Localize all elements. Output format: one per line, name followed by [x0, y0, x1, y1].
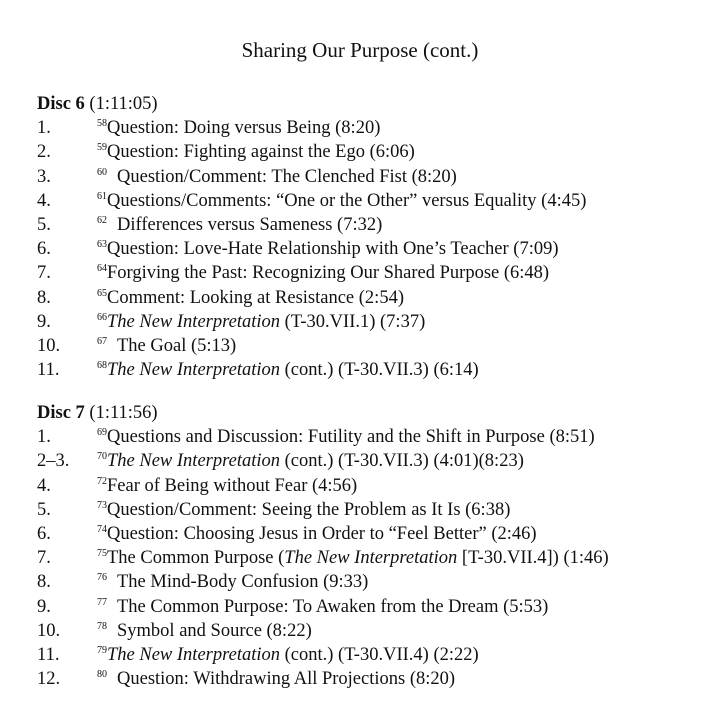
track-title — [97, 189, 586, 213]
track-title — [97, 449, 524, 473]
track-row — [37, 425, 717, 449]
track-row — [37, 667, 717, 691]
track-index: 64 — [97, 263, 107, 275]
track-number: 10. — [37, 336, 61, 357]
track-index: 63 — [97, 239, 107, 251]
track-number: 1. — [37, 118, 51, 139]
track-number: 3. — [37, 166, 51, 187]
track-row — [37, 140, 717, 164]
track-row — [37, 619, 717, 643]
track-index: 66 — [97, 311, 107, 323]
disc-header — [37, 401, 717, 425]
track-index: 67 — [97, 336, 107, 348]
track-number: 10. — [37, 620, 61, 641]
track-title-text: Fear of Being without Fear (4:56) — [107, 475, 358, 496]
track-row — [37, 449, 717, 473]
track-title — [97, 213, 382, 237]
track-row — [37, 286, 717, 310]
track-number: 8. — [37, 572, 51, 593]
track-title-text: Question/Comment: The Clenched Fist (8:20) — [117, 166, 457, 187]
track-number: 4. — [37, 190, 51, 211]
track-title-italic: The New Interpretation — [107, 311, 280, 332]
track-row — [37, 643, 717, 667]
track-title-text: Forgiving the Past: Recognizing Our Shared Purpose (6:48) — [107, 263, 550, 284]
disc-label: Disc 7 — [37, 403, 85, 423]
track-index: 60 — [97, 166, 107, 178]
track-title — [97, 619, 312, 643]
track-title — [97, 286, 404, 310]
track-number: 2–3. — [37, 451, 70, 472]
track-index: 73 — [97, 499, 107, 511]
track-row — [37, 310, 717, 334]
track-index: 78 — [97, 620, 107, 632]
track-index: 58 — [97, 118, 107, 130]
track-title — [97, 358, 479, 382]
track-number: 7. — [37, 263, 51, 284]
track-row — [37, 498, 717, 522]
track-title-text: (cont.) (T-30.VII.3) (4:01)(8:23) — [280, 451, 524, 472]
track-title — [97, 261, 549, 285]
track-title — [97, 595, 548, 619]
track-title-italic: The New Interpretation — [107, 360, 280, 381]
track-title-text: Question: Love-Hate Relationship with One’s Teacher (7:09) — [107, 239, 559, 260]
track-title — [97, 237, 559, 261]
track-title — [97, 425, 595, 449]
track-title-text: Question: Doing versus Being (8:20) — [107, 118, 381, 139]
track-title — [97, 546, 609, 570]
track-number: 9. — [37, 311, 51, 332]
track-row — [37, 189, 717, 213]
track-index: 62 — [97, 215, 107, 227]
track-title-text: (T-30.VII.1) (7:37) — [280, 311, 426, 332]
track-row — [37, 522, 717, 546]
track-title — [97, 334, 236, 358]
track-title-text: (cont.) (T-30.VII.3) (6:14) — [280, 360, 479, 381]
track-number: 5. — [37, 215, 51, 236]
track-index: 70 — [97, 451, 107, 463]
track-number: 11. — [37, 360, 60, 381]
track-title-text: Questions/Comments: “One or the Other” versus Equality (4:45) — [107, 190, 587, 211]
track-row — [37, 595, 717, 619]
track-number: 1. — [37, 427, 51, 448]
track-title — [97, 498, 510, 522]
track-title-text: The Common Purpose: To Awaken from the Dream (5:53) — [117, 596, 549, 617]
track-index: 80 — [97, 669, 107, 681]
track-title — [97, 140, 415, 164]
track-title — [97, 643, 479, 667]
track-row — [37, 334, 717, 358]
track-title-text: Question/Comment: Seeing the Problem as It Is (6:38) — [107, 499, 511, 520]
disc-label: Disc 6 — [37, 94, 85, 114]
track-row — [37, 570, 717, 594]
track-title-text: [T-30.VII.4]) (1:46) — [457, 548, 609, 569]
track-number: 4. — [37, 475, 51, 496]
track-row — [37, 474, 717, 498]
track-row — [37, 358, 717, 382]
track-index: 75 — [97, 548, 107, 560]
track-number: 5. — [37, 499, 51, 520]
track-title-italic: The New Interpretation — [107, 645, 280, 666]
track-title — [97, 474, 357, 498]
track-index: 76 — [97, 572, 107, 584]
track-number: 6. — [37, 524, 51, 545]
track-number: 12. — [37, 669, 61, 690]
track-title-text: The Goal (5:13) — [117, 336, 237, 357]
track-index: 65 — [97, 287, 107, 299]
track-title-text: Differences versus Sameness (7:32) — [117, 215, 383, 236]
track-title — [97, 165, 457, 189]
track-number: 11. — [37, 645, 60, 666]
track-row — [37, 213, 717, 237]
track-index: 77 — [97, 596, 107, 608]
track-row — [37, 546, 717, 570]
track-index: 68 — [97, 360, 107, 372]
track-index: 79 — [97, 645, 107, 657]
track-row — [37, 261, 717, 285]
disc-header — [37, 92, 717, 116]
track-number: 2. — [37, 142, 51, 163]
track-row — [37, 165, 717, 189]
track-title-text: Question: Choosing Jesus in Order to “Feel Better” (2:46) — [107, 524, 537, 545]
track-list — [37, 116, 717, 382]
disc-6-section — [37, 92, 717, 382]
page-title: Sharing Our Purpose (cont.) — [241, 38, 479, 62]
track-title-text: Question: Fighting against the Ego (6:06) — [107, 142, 415, 163]
track-row — [37, 116, 717, 140]
track-title-text: Questions and Discussion: Futility and the Shift in Purpose (8:51) — [107, 427, 595, 448]
track-list — [37, 425, 717, 691]
track-title-text: Symbol and Source (8:22) — [117, 620, 312, 641]
track-title-italic: The New Interpretation — [284, 548, 458, 569]
track-title — [97, 667, 455, 691]
track-number: 6. — [37, 239, 51, 260]
track-number: 8. — [37, 287, 51, 308]
track-number: 9. — [37, 596, 51, 617]
track-title-italic: The New Interpretation — [107, 451, 280, 472]
track-title — [97, 522, 537, 546]
track-title — [97, 116, 380, 140]
disc-duration: (1:11:56) — [89, 403, 158, 423]
track-index: 61 — [97, 190, 107, 202]
track-index: 69 — [97, 427, 107, 439]
track-title — [97, 570, 368, 594]
track-row — [37, 237, 717, 261]
track-title-text: The Common Purpose ( — [107, 548, 285, 569]
disc-7-section — [37, 401, 717, 691]
track-index: 72 — [97, 475, 107, 487]
track-title-text: Question: Withdrawing All Projections (8:20) — [117, 669, 456, 690]
track-title-text: The Mind-Body Confusion (9:33) — [117, 572, 369, 593]
track-index: 59 — [97, 142, 107, 154]
track-title — [97, 310, 425, 334]
disc-duration: (1:11:05) — [89, 94, 158, 114]
track-title-text: Comment: Looking at Resistance (2:54) — [107, 287, 404, 308]
track-index: 74 — [97, 524, 107, 536]
track-number: 7. — [37, 548, 51, 569]
track-title-text: (cont.) (T-30.VII.4) (2:22) — [280, 645, 479, 666]
